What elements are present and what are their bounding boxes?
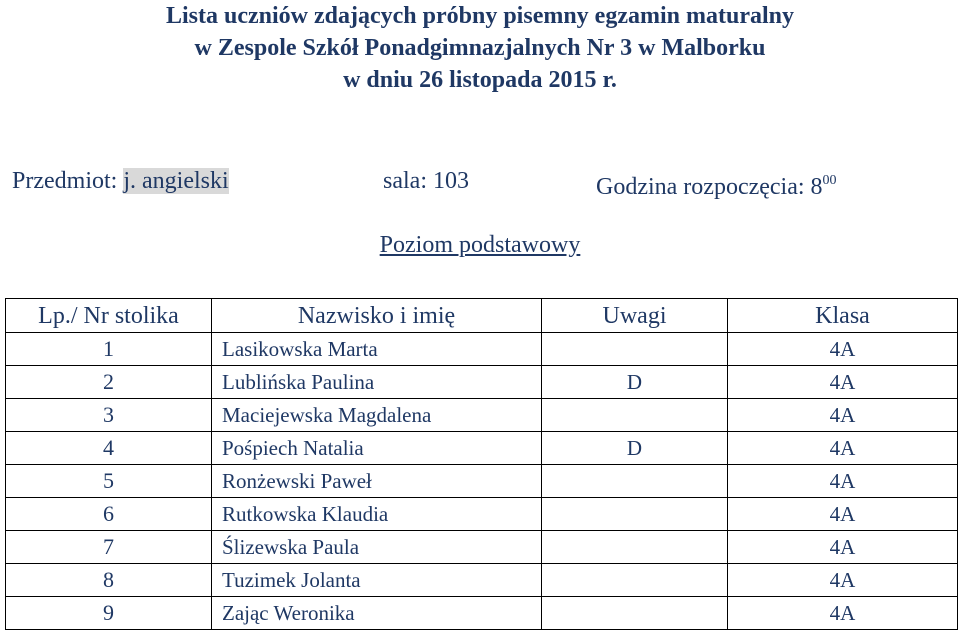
class-cell: 4A — [728, 597, 958, 630]
row-number: 2 — [6, 366, 212, 399]
exam-level-text: Poziom podstawowy — [379, 232, 581, 258]
class-cell: 4A — [728, 465, 958, 498]
class-cell: 4A — [728, 366, 958, 399]
table-row — [6, 432, 958, 465]
row-number: 3 — [6, 399, 212, 432]
remarks-cell: D — [542, 432, 728, 465]
class-cell: 4A — [728, 399, 958, 432]
table-row — [6, 564, 958, 597]
exam-info-line — [12, 164, 952, 198]
start-time-label: Godzina rozpoczęcia: 8 — [596, 174, 823, 200]
student-name: Ślizewska Paula — [212, 531, 542, 564]
remarks-cell — [542, 498, 728, 531]
student-name: Lublińska Paulina — [212, 366, 542, 399]
col-header-name: Nazwisko i imię — [212, 299, 542, 333]
title-line-2: w Zespole Szkół Ponadgimnazjalnych Nr 3 w Malborku — [194, 35, 766, 61]
document-title — [0, 0, 960, 96]
subject-label: Przedmiot: — [12, 168, 124, 194]
table-row — [6, 597, 958, 630]
row-number: 7 — [6, 531, 212, 564]
start-time — [596, 164, 837, 204]
student-name: Pośpiech Natalia — [212, 432, 542, 465]
remarks-cell — [542, 564, 728, 597]
row-number: 5 — [6, 465, 212, 498]
student-name: Ronżewski Paweł — [212, 465, 542, 498]
row-number: 1 — [6, 333, 212, 366]
remarks-cell — [542, 465, 728, 498]
title-line-1: Lista uczniów zdających próbny pisemny egzamin maturalny — [165, 3, 794, 29]
table-row — [6, 465, 958, 498]
student-name: Zając Weronika — [212, 597, 542, 630]
table-body — [6, 333, 958, 630]
row-number: 6 — [6, 498, 212, 531]
row-number: 4 — [6, 432, 212, 465]
class-cell: 4A — [728, 432, 958, 465]
subject-field — [12, 164, 229, 198]
start-time-minutes: 00 — [822, 173, 837, 188]
table-row — [6, 366, 958, 399]
table-row — [6, 333, 958, 366]
table-header-row — [6, 299, 958, 333]
row-number: 8 — [6, 564, 212, 597]
class-cell: 4A — [728, 564, 958, 597]
room-number: sala: 103 — [383, 168, 469, 194]
class-cell: 4A — [728, 333, 958, 366]
row-number: 9 — [6, 597, 212, 630]
students-table — [5, 298, 958, 630]
class-cell: 4A — [728, 498, 958, 531]
student-name: Lasikowska Marta — [212, 333, 542, 366]
student-name: Maciejewska Magdalena — [212, 399, 542, 432]
remarks-cell — [542, 333, 728, 366]
subject-value: j. angielski — [123, 168, 229, 194]
student-name: Tuzimek Jolanta — [212, 564, 542, 597]
col-header-class: Klasa — [728, 299, 958, 333]
class-cell: 4A — [728, 531, 958, 564]
table-row — [6, 531, 958, 564]
student-name: Rutkowska Klaudia — [212, 498, 542, 531]
table-row — [6, 399, 958, 432]
remarks-cell: D — [542, 366, 728, 399]
remarks-cell — [542, 531, 728, 564]
col-header-remarks: Uwagi — [542, 299, 728, 333]
remarks-cell — [542, 597, 728, 630]
exam-level — [0, 228, 960, 262]
table-row — [6, 498, 958, 531]
col-header-number: Lp./ Nr stolika — [6, 299, 212, 333]
title-line-3: w dniu 26 listopada 2015 r. — [343, 67, 617, 93]
remarks-cell — [542, 399, 728, 432]
